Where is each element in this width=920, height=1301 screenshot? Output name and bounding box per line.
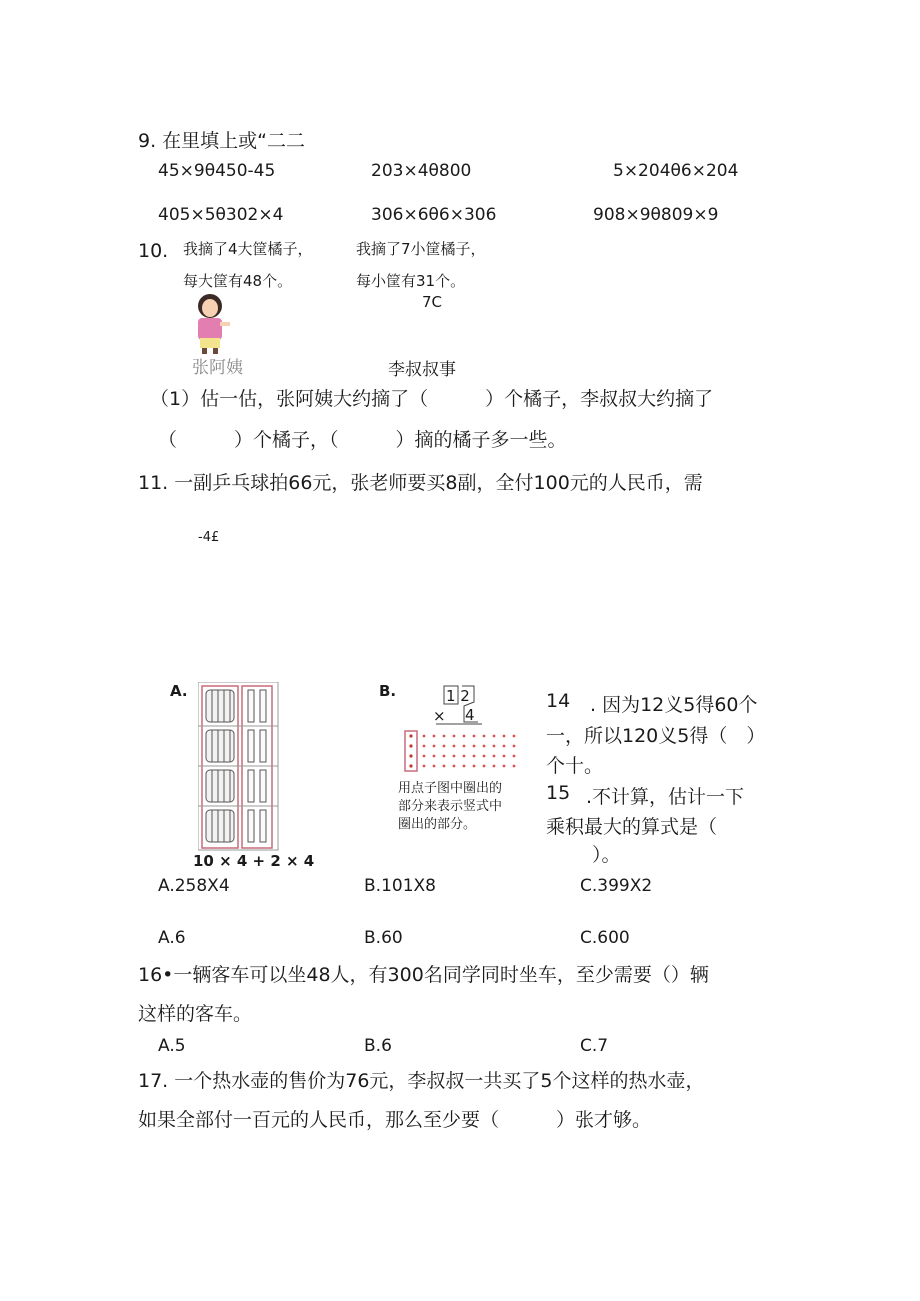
figure-b-dot-array xyxy=(404,730,522,772)
q11-text: 11. 一副乒乓球拍66元，张老师要买8副，全付100元的人民币，需 xyxy=(138,472,703,494)
q14-line2: 一，所以120义5得（ ） xyxy=(546,725,766,747)
option-c-1: C.399X2 xyxy=(580,876,653,896)
option-b-2: B.60 xyxy=(364,928,403,948)
figure-a-formula: 10 × 4 + 2 × 4 xyxy=(193,852,315,870)
q10-number: 10. xyxy=(138,240,169,262)
q10-part1-line1: （1）估一估，张阿姨大约摘了（ ）个橘子，李叔叔大约摘了 xyxy=(150,388,714,410)
q9-item-3: 5×204θ6×204 xyxy=(613,161,739,181)
q17-line2: 如果全部付一百元的人民币，那么至少要（ ）张才够。 xyxy=(138,1109,652,1131)
option-c-3: C.7 xyxy=(580,1036,609,1056)
figure-b-caption-1: 用点子图中圈出的 xyxy=(398,781,503,796)
q9-item-6: 908×9θ809×9 xyxy=(593,205,719,225)
option-c-2: C.600 xyxy=(580,928,630,948)
q10-right-code: 7C xyxy=(422,293,443,311)
q10-bubble-left-1: 我摘了4大筐橘子， xyxy=(183,240,313,258)
uncle-li-label: 李叔叔事 xyxy=(388,360,456,380)
option-a-1: A.258X4 xyxy=(158,876,230,896)
q9-title: 9. 在里填上或“二二 xyxy=(138,130,306,152)
q15-number: 15 xyxy=(546,782,571,804)
q11-note: -4£ xyxy=(198,530,220,545)
q9-item-2: 203×4θ800 xyxy=(371,161,472,181)
q14-line3: 个十。 xyxy=(546,755,604,777)
q17-line1: 17. 一个热水壶的售价为76元，李叔叔一共买了5个这样的热水壶， xyxy=(138,1070,705,1092)
figure-b-digit-bottom: 4 xyxy=(465,706,475,724)
q16-line2: 这样的客车。 xyxy=(138,1003,253,1025)
q10-bubble-right-1: 我摘了7小筐橘子， xyxy=(356,240,486,258)
aunt-zhang-label: 张阿姨 xyxy=(192,358,243,378)
q9-item-5: 306×6θ6×306 xyxy=(371,205,497,225)
figure-a-bundles xyxy=(198,682,286,852)
option-a-3: A.5 xyxy=(158,1036,186,1056)
q10-bubble-left-2: 每大筐有48个。 xyxy=(183,272,293,290)
figure-a-label: A. xyxy=(170,682,188,700)
figure-b-caption-2: 部分来表示竖式中 xyxy=(398,799,503,814)
figure-b-times: × xyxy=(433,707,446,725)
q15-line2: 乘积最大的算式是（ xyxy=(546,816,718,838)
option-a-2: A.6 xyxy=(158,928,186,948)
q14-line1: . 因为12义5得60个 xyxy=(590,694,758,716)
q14-number: 14 xyxy=(546,690,571,712)
q16-line1: 16•一辆客车可以坐48人，有300名同学同时坐车，至少需要（）辆 xyxy=(138,964,709,986)
q15-line1: .不计算，估计一下 xyxy=(586,786,745,808)
figure-b-digits-top: 1 2 xyxy=(446,687,470,705)
option-b-1: B.101X8 xyxy=(364,876,436,896)
q9-item-1: 45×9θ450-45 xyxy=(158,161,276,181)
figure-b-label: B. xyxy=(379,682,397,700)
q9-item-4: 405×5θ302×4 xyxy=(158,205,284,225)
q15-line3: ）。 xyxy=(592,844,621,866)
q10-part1-line2: （ ）个橘子，（ ）摘的橘子多一些。 xyxy=(158,429,567,451)
option-b-3: B.6 xyxy=(364,1036,392,1056)
figure-b-caption-3: 圈出的部分。 xyxy=(398,817,477,832)
q10-bubble-right-2: 每小筐有31个。 xyxy=(356,272,466,290)
aunt-zhang-figure xyxy=(188,292,238,354)
